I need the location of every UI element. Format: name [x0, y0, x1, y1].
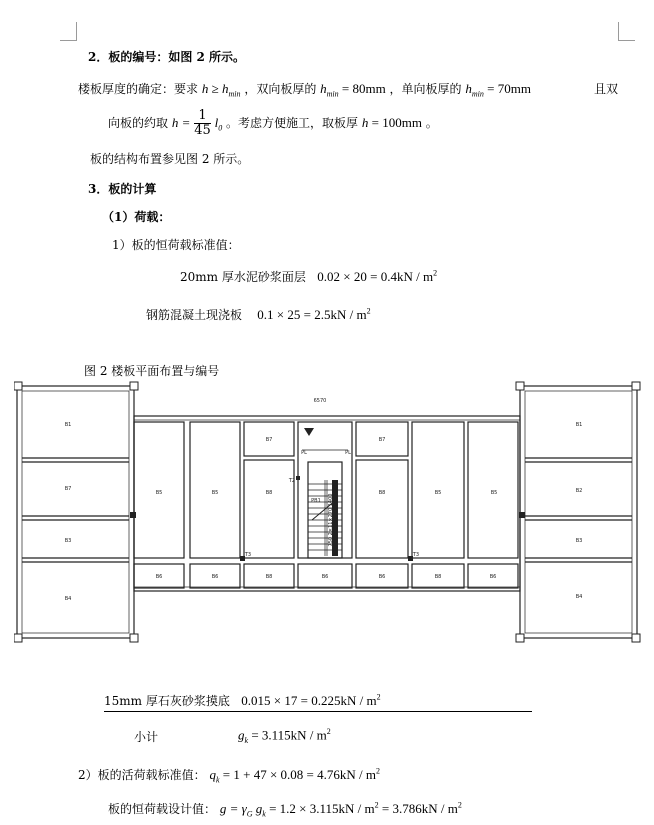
one-way-text: ，单向板厚的	[389, 82, 462, 96]
one-way-val: = 70mm	[483, 81, 531, 96]
label-bot-6: B8	[434, 574, 442, 580]
label-bot-4: B6	[321, 574, 329, 580]
left-wing-outline	[17, 386, 134, 638]
gk-sup: 2	[326, 727, 331, 736]
section-3-heading: 3．板的计算	[88, 182, 157, 196]
label-mid-1: B5	[155, 490, 163, 496]
subtotal-label: 小计	[134, 730, 159, 744]
h-final-val: = 100mm	[368, 115, 422, 130]
thickness-line-2	[108, 108, 438, 144]
layout-note: 板的结构布置参见图 2 所示。	[90, 152, 250, 166]
l0-sub: 0	[218, 123, 223, 133]
item2-sup: 2	[366, 306, 371, 316]
stair-arrow-icon	[304, 428, 314, 436]
dead-load-heading: 1）板的恒荷载标准值：	[112, 238, 240, 252]
g-sup-1: 2	[374, 800, 379, 810]
qk-expr	[209, 766, 380, 785]
label-bot-2: B6	[211, 574, 219, 580]
qk-sub: k	[215, 775, 220, 785]
design-load-row	[108, 800, 462, 819]
label-pl-l: PL	[301, 450, 307, 456]
frac-den: 45	[194, 123, 211, 138]
g-val: = 1.2 × 3.115kN / m	[265, 801, 375, 816]
item1-expr	[317, 269, 437, 284]
label-mid-3: B8	[265, 490, 273, 496]
label-left-4: B4	[64, 596, 72, 602]
label-mid-5: B5	[434, 490, 442, 496]
label-right-4: B4	[575, 594, 583, 600]
qk-sup: 2	[375, 766, 380, 776]
item3-label: 15mm 厚石灰砂浆摸底	[104, 694, 230, 708]
section-2-heading: 2．板的编号：如图 2 所示。	[88, 50, 246, 64]
gk-expr	[238, 727, 331, 745]
req-sub: min	[228, 89, 241, 99]
two-way-text: ，双向板厚的	[244, 82, 317, 96]
g-mid-sub: k	[262, 809, 266, 819]
label-top: 6570	[313, 398, 327, 404]
qk-val: = 1 + 47 × 0.08 = 4.76kN / m	[219, 767, 376, 782]
label-bot-3: B8	[265, 574, 273, 580]
g-mid: g	[252, 801, 263, 816]
item2-label: 钢筋混凝土现浇板	[146, 308, 243, 322]
load-heading: （1）荷载：	[102, 210, 171, 224]
gk-val: = 3.115kN / m	[248, 727, 327, 743]
gk-sub: k	[244, 735, 249, 745]
g-tail: = 3.786kN / m	[378, 801, 458, 816]
label-mid-4: B8	[378, 490, 386, 496]
item1-sup: 2	[433, 268, 438, 278]
g-sup-2: 2	[457, 800, 462, 810]
label-right-top: B1	[575, 422, 583, 428]
label-t3-r: T3	[412, 552, 420, 558]
label-left-3: B3	[64, 538, 72, 544]
h-eq: h =	[171, 115, 191, 130]
item2-expr	[257, 307, 370, 322]
gk-g: g	[238, 727, 245, 743]
item1-expr-text: 0.02 × 20 = 0.4kN / m	[317, 269, 434, 284]
qk-q: q	[209, 767, 216, 782]
fraction-1-45	[194, 109, 211, 138]
frac-num: 1	[194, 109, 211, 124]
item3-expr-text: 0.015 × 17 = 0.225kN / m	[241, 693, 377, 708]
floor-plan-figure	[14, 380, 654, 648]
item1-label: 20mm 厚水泥砂浆面层	[180, 270, 306, 284]
label-right-2: B2	[575, 488, 583, 494]
gamma-sub: G	[246, 809, 253, 819]
subtotal-rule	[104, 711, 532, 712]
two-way-val: = 80mm	[338, 81, 386, 96]
one-way-h: h	[465, 81, 472, 96]
tail-text: 且双	[594, 82, 619, 96]
h-final: h	[361, 115, 369, 130]
label-pb1: PB1	[311, 498, 321, 504]
label-bot-5: B6	[378, 574, 386, 580]
thickness-intro: 楼板厚度的确定：要求	[78, 82, 199, 96]
two-way-sub: min	[326, 89, 339, 99]
thickness-line-1	[78, 80, 531, 99]
live-load-row	[78, 766, 380, 785]
item1-row	[180, 268, 437, 285]
two-way-h: h	[320, 81, 327, 96]
h-final-expr	[362, 115, 422, 130]
l0: l	[214, 115, 219, 130]
label-b7-r: B7	[378, 437, 386, 443]
label-stair: 750 2×11×270 1400	[328, 493, 334, 547]
item3-expr	[241, 693, 380, 708]
line2-text: 向板的约取	[108, 116, 169, 130]
label-mid-6: B5	[490, 490, 498, 496]
one-way-sub: min	[471, 89, 484, 99]
item2-row	[146, 306, 371, 323]
req-expr	[201, 81, 241, 99]
item2-expr-text: 0.1 × 25 = 2.5kN / m	[257, 307, 367, 322]
label-t3-l: T3	[244, 552, 252, 558]
line2-tail: 。考虑方便施工，取板厚	[226, 116, 359, 130]
label-b7-l: B7	[265, 437, 273, 443]
label-t2: T2	[288, 478, 296, 484]
figure-caption: 图 2 楼板平面布置与编号	[84, 364, 220, 378]
crop-mark-top-left	[60, 22, 77, 41]
item3-row	[104, 692, 381, 709]
two-way-expr	[320, 81, 386, 99]
req-expr-text: h ≥ h	[201, 81, 229, 96]
live-heading: 2）板的活荷载标准值：	[78, 768, 206, 782]
label-left-top: B1	[64, 422, 72, 428]
label-bot-7: B6	[489, 574, 497, 580]
label-mid-2: B5	[211, 490, 219, 496]
l0-expr	[214, 115, 223, 133]
label-right-3: B3	[575, 538, 583, 544]
label-left-2: B7	[64, 486, 72, 492]
crop-mark-top-right	[618, 22, 635, 41]
label-pl-r: PL	[345, 450, 351, 456]
label-bot-1: B6	[155, 574, 163, 580]
item3-sup: 2	[376, 692, 381, 702]
line2-period: 。	[425, 116, 438, 130]
design-label: 板的恒荷载设计值：	[108, 802, 217, 816]
g-design-expr	[219, 800, 462, 819]
g-expr: g = γ	[219, 801, 247, 816]
one-way-expr	[465, 81, 531, 99]
